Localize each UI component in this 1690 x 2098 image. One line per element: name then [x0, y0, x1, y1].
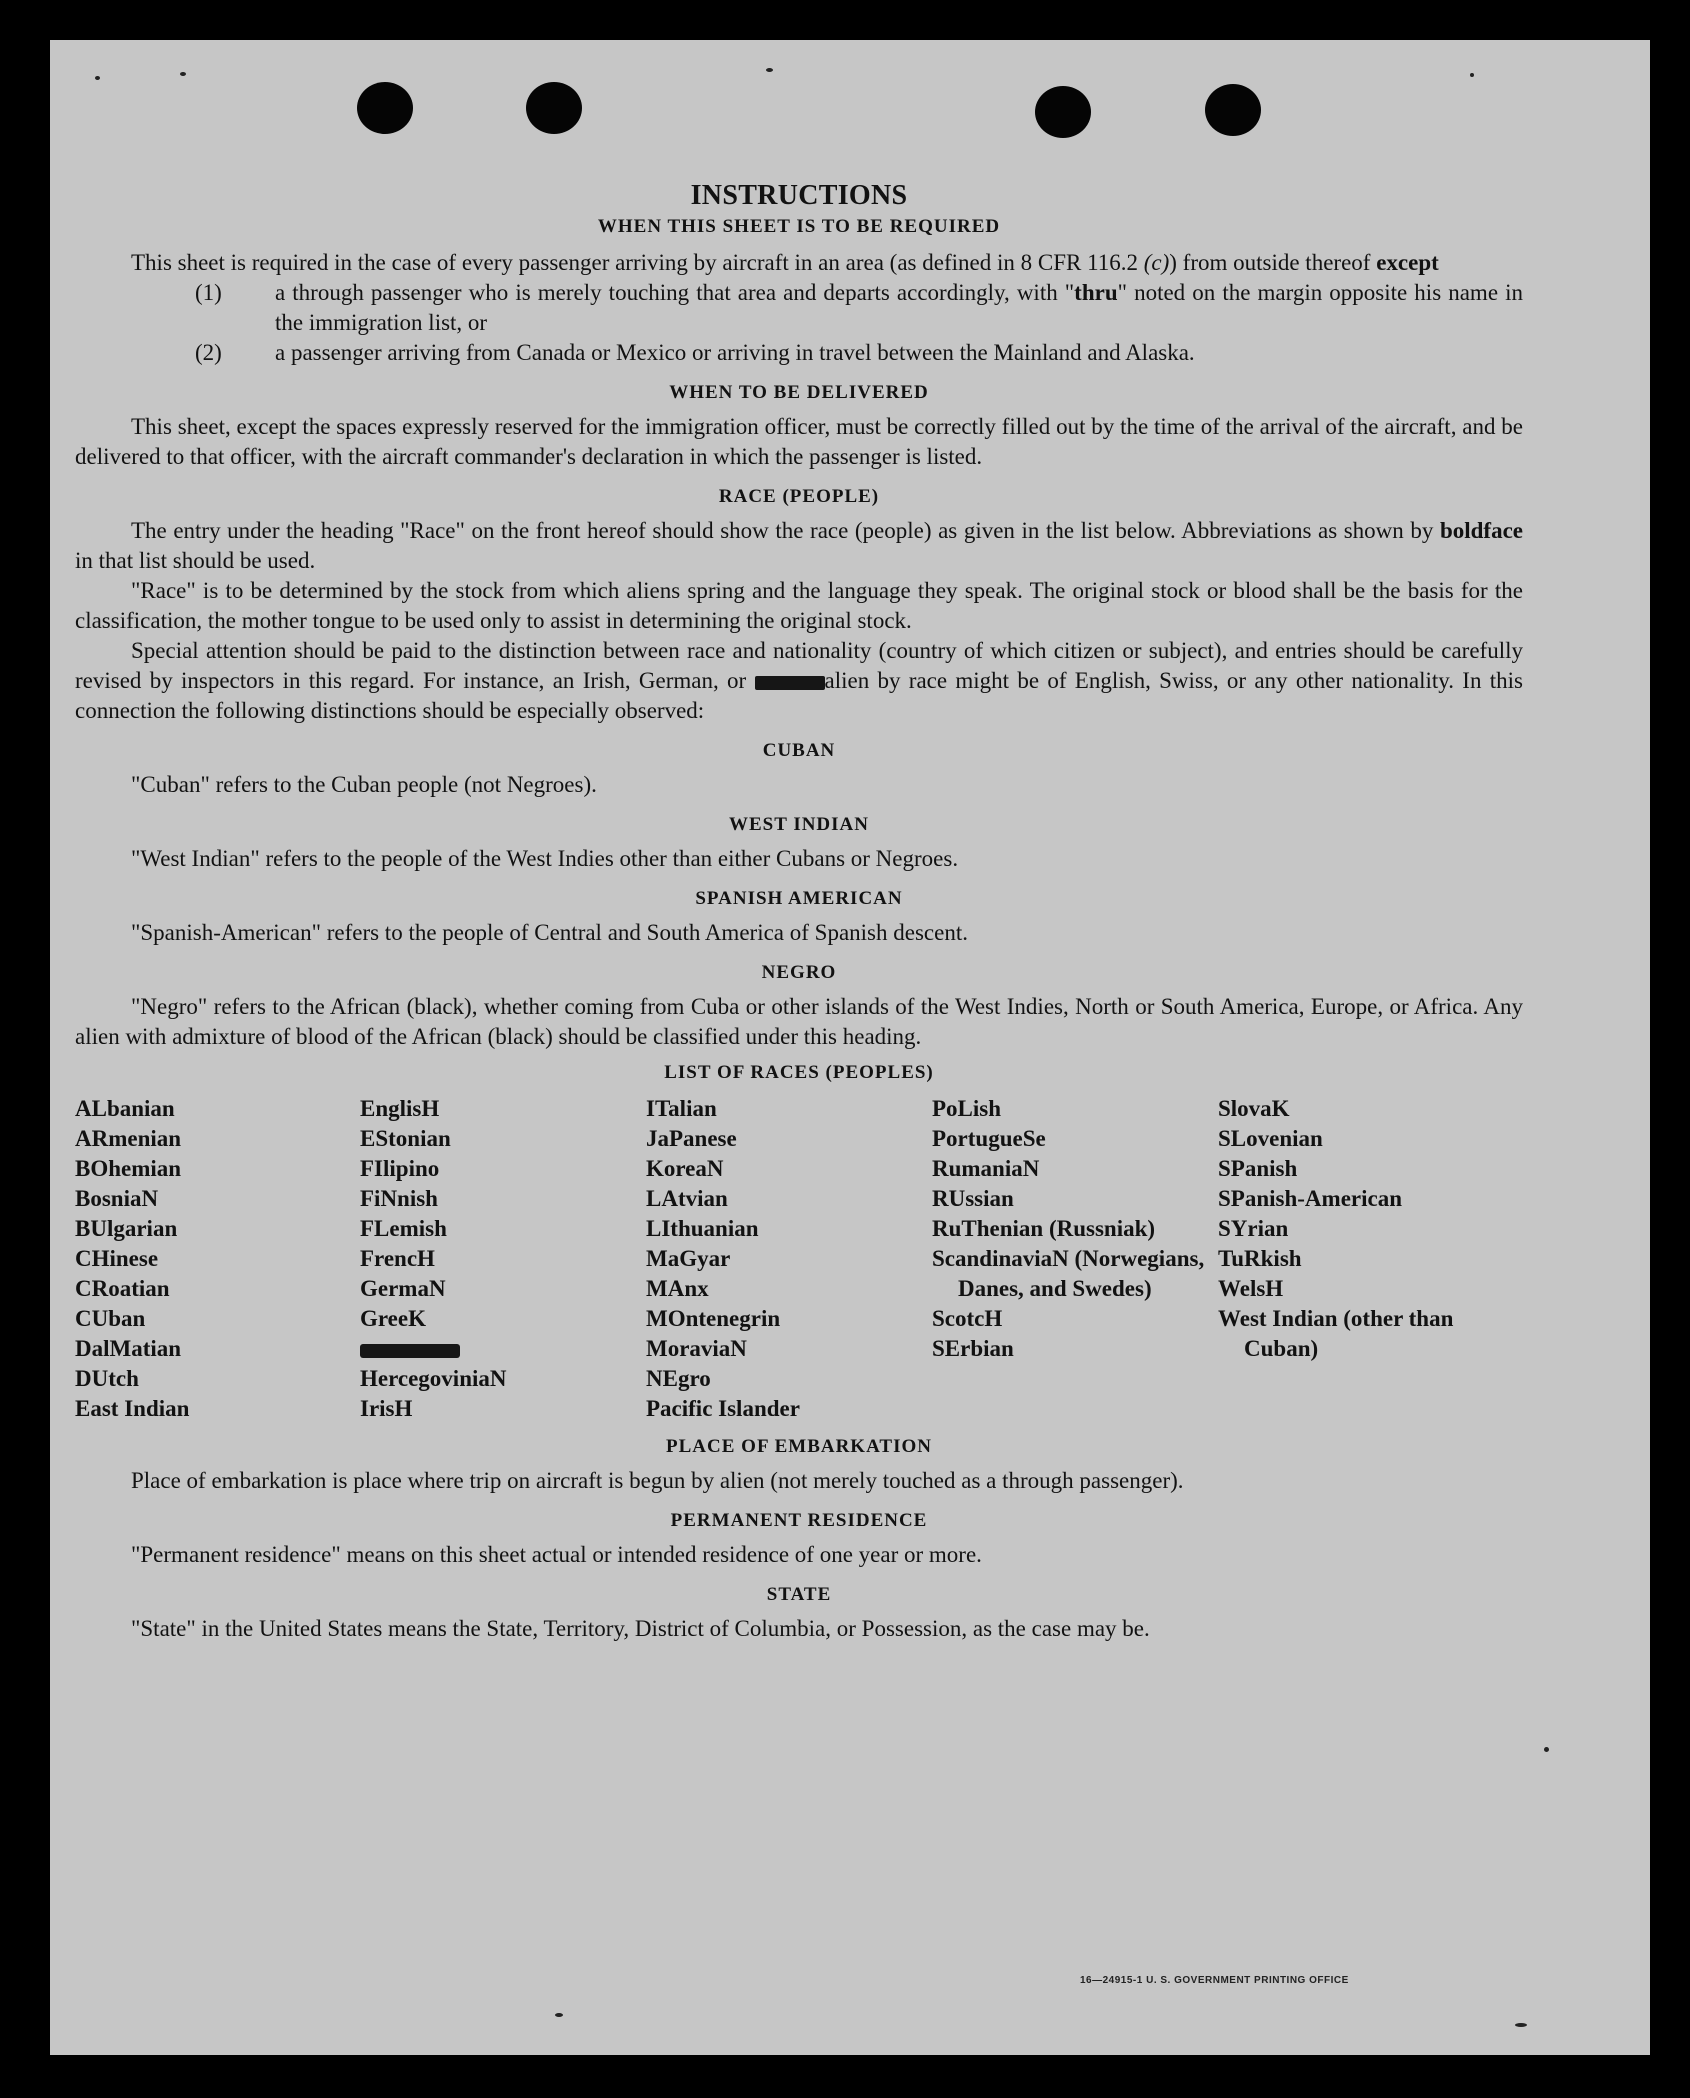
speck	[1470, 73, 1474, 77]
race-list-item: HercegoviniaN	[360, 1366, 507, 1391]
race-list-item: West Indian (other than Cuban)	[1218, 1306, 1454, 1361]
speck	[1515, 2023, 1527, 2027]
speck	[95, 76, 100, 80]
race-paragraph-3	[75, 636, 1523, 726]
section-heading-race: RACE (PEOPLE)	[718, 486, 880, 507]
section-heading-west-indian: WEST INDIAN	[729, 814, 869, 835]
races-column	[646, 1094, 932, 1424]
permanent-residence-text: "Permanent residence" means on this sheet actual or intended residence of one year or more.	[131, 1542, 982, 1567]
race-list-item: BosniaN	[75, 1186, 159, 1211]
race-list-item: ALbanian	[75, 1096, 175, 1121]
exception-item-1	[195, 278, 1523, 338]
race-list-item: IrisH	[360, 1396, 413, 1421]
race-list-item: SLovenian	[1218, 1126, 1323, 1151]
race-list-item: East Indian	[75, 1396, 190, 1421]
text-run: The entry under the heading "Race" on the front hereof should show the race (people) as given in the list below. Abbreviations as shown by	[131, 518, 1440, 543]
race-list-item: ScotcH	[932, 1306, 1003, 1331]
race-list-item: CRoatian	[75, 1276, 170, 1301]
races-column	[75, 1094, 360, 1424]
speck	[180, 72, 186, 76]
race-list-item: FIlipino	[360, 1156, 440, 1181]
section-heading-list-of-races: LIST OF RACES (PEOPLES)	[664, 1062, 934, 1083]
embarkation-text: Place of embarkation is place where trip on aircraft is begun by alien (not merely touched as a through passenger).	[131, 1468, 1184, 1493]
printing-office-code: 16—24915-1 U. S. GOVERNMENT PRINTING OFFICE	[1080, 1975, 1349, 1986]
speck	[766, 68, 773, 72]
section-heading-permanent-residence: PERMANENT RESIDENCE	[670, 1510, 928, 1531]
race-list-item: SYrian	[1218, 1216, 1289, 1241]
race-list-item: RuThenian (Russniak)	[932, 1216, 1156, 1241]
when-delivered-text: This sheet, except the spaces expressly reserved for the immigration officer, must be correctly filled out by the time of the arrival of the aircraft, and be delivered to that officer, with the aircraft commander's declaration in which the passenger is listed.	[75, 414, 1523, 469]
section-heading-when-delivered: WHEN TO BE DELIVERED	[669, 382, 929, 403]
punch-hole	[1035, 86, 1091, 138]
race-list-item: WelsH	[1218, 1276, 1284, 1301]
races-column	[1218, 1094, 1523, 1424]
negro-text: "Negro" refers to the African (black), whether coming from Cuba or other islands of the West Indies, North or South America, Europe, or Africa. Any alien with admixture of blood of the African (black) should be classified under this heading.	[75, 994, 1523, 1049]
race-list-item: SErbian	[932, 1336, 1014, 1361]
text-run: except	[1376, 250, 1439, 275]
race-list-item: LAtvian	[646, 1186, 728, 1211]
race-list-item: FiNnish	[360, 1186, 438, 1211]
race-list-item: GreeK	[360, 1306, 426, 1331]
race-paragraph-1	[75, 516, 1523, 576]
race-list-item: EnglisH	[360, 1096, 440, 1121]
punch-hole	[526, 82, 582, 134]
race-list-item: ITalian	[646, 1096, 717, 1121]
redaction-mark	[755, 676, 825, 690]
race-list-item: BUlgarian	[75, 1216, 178, 1241]
west-indian-text: "West Indian" refers to the people of the West Indies other than either Cubans or Negroes.	[131, 846, 959, 871]
race-list-item: FLemish	[360, 1216, 447, 1241]
speck	[555, 2013, 563, 2017]
race-list-item: CUban	[75, 1306, 146, 1331]
when-required-intro	[75, 248, 1523, 278]
race-list-item: MaGyar	[646, 1246, 731, 1271]
page-title: INSTRUCTIONS	[690, 180, 908, 211]
race-list-item: EStonian	[360, 1126, 451, 1151]
section-heading-spanish-american: SPANISH AMERICAN	[695, 888, 903, 909]
race-paragraph-2: "Race" is to be determined by the stock from which aliens spring and the language they speak. The original stock or blood shall be the basis for the classification, the mother tongue to be used only to assist in determining the original stock.	[75, 578, 1523, 633]
race-list-item: TuRkish	[1218, 1246, 1302, 1271]
race-list-item: RUssian	[932, 1186, 1014, 1211]
race-list-item: KoreaN	[646, 1156, 724, 1181]
race-list-item: SPanish-American	[1218, 1186, 1402, 1211]
race-list-item: PoLish	[932, 1096, 1002, 1121]
race-list-item: MoraviaN	[646, 1336, 747, 1361]
race-list-item: ARmenian	[75, 1126, 182, 1151]
text-run: in that list should be used.	[75, 548, 316, 573]
text-run: boldface	[1439, 518, 1523, 543]
section-heading-embarkation: PLACE OF EMBARKATION	[666, 1436, 932, 1457]
text-run: Special attention should be paid to the distinction between race and nationality (country of which citizen or subject), and entries should be carefully revised by inspectors in this regard. For instance, an Irish, German, or	[75, 638, 1523, 693]
race-list-item: DUtch	[75, 1366, 139, 1391]
state-text: "State" in the United States means the State, Territory, District of Columbia, or Possession, as the case may be.	[131, 1616, 1150, 1641]
race-list-item: ScandinaviaN (Norwegians, Danes, and Swedes)	[932, 1246, 1205, 1301]
text-run: a passenger arriving from Canada or Mexico or arriving in travel between the Mainland and Alaska.	[275, 340, 1195, 365]
section-heading-negro: NEGRO	[761, 962, 837, 983]
races-column	[360, 1094, 646, 1424]
exception-item-2	[195, 338, 1523, 368]
race-list-item: SlovaK	[1218, 1096, 1290, 1121]
race-list-item: RumaniaN	[932, 1156, 1040, 1181]
race-list-item: BOhemian	[75, 1156, 182, 1181]
punch-hole	[357, 82, 413, 134]
race-list-item: SPanish	[1218, 1156, 1298, 1181]
item-number: (1)	[195, 280, 222, 305]
text-run: " noted on the margin opposite his name in the immigration list, or	[275, 280, 1523, 335]
race-list-item: FrencH	[360, 1246, 435, 1271]
race-list-item: LIthuanian	[646, 1216, 759, 1241]
text-run: This sheet is required in the case of every passenger arriving by aircraft in an area (as defined in 8 CFR 116.2	[131, 250, 1144, 275]
text-run: ) from outside thereof	[1169, 250, 1377, 275]
race-list-item: MAnx	[646, 1276, 709, 1301]
punch-hole	[1205, 84, 1261, 136]
races-list	[75, 1094, 1523, 1424]
instructions-body	[75, 180, 1523, 1644]
text-run: (c)	[1143, 250, 1170, 275]
race-list-item: MOntenegrin	[646, 1306, 781, 1331]
race-list-item: CHinese	[75, 1246, 159, 1271]
race-list-item: PortugueSe	[932, 1126, 1046, 1151]
document-page	[50, 40, 1650, 2055]
text-run: thru	[1074, 280, 1118, 305]
spanish-american-text: "Spanish-American" refers to the people of Central and South America of Spanish descent.	[131, 920, 968, 945]
speck	[1544, 1747, 1549, 1752]
race-list-item: Pacific Islander	[646, 1396, 800, 1421]
race-list-item	[360, 1334, 646, 1364]
race-list-item: NEgro	[646, 1366, 711, 1391]
redaction-mark	[360, 1344, 460, 1358]
section-heading-when-required: WHEN THIS SHEET IS TO BE REQUIRED	[597, 216, 1001, 237]
text-run: a through passenger who is merely touching that area and departs accordingly, with "	[275, 280, 1075, 305]
race-list-item: GermaN	[360, 1276, 446, 1301]
cuban-text: "Cuban" refers to the Cuban people (not Negroes).	[131, 772, 597, 797]
text-run: alien by race might be of English, Swiss, or any other nationality. In this connection the following distinctions should be especially observed:	[75, 668, 1523, 723]
race-list-item: DalMatian	[75, 1336, 182, 1361]
section-heading-cuban: CUBAN	[762, 740, 836, 761]
item-number: (2)	[195, 340, 222, 365]
section-heading-state: STATE	[766, 1584, 832, 1605]
races-column	[932, 1094, 1218, 1424]
race-list-item: JaPanese	[646, 1126, 737, 1151]
